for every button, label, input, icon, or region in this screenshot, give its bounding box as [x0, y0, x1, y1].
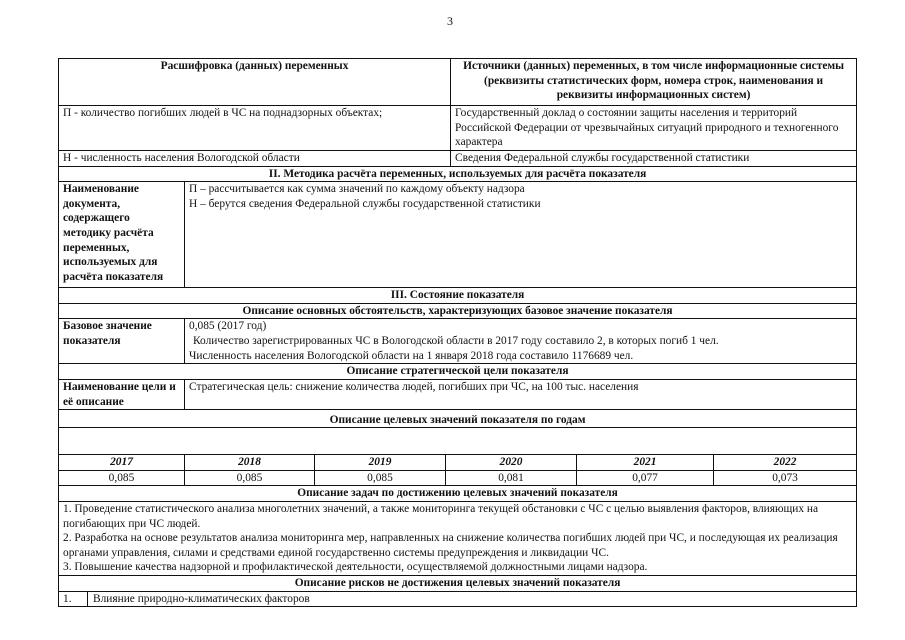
target-value: 0,085: [59, 470, 185, 486]
year-header: 2019: [315, 455, 446, 471]
task-item: 3. Повышение качества надзорной и профилактической деятельности, осуществляемой должностными лицами надзора.: [63, 561, 648, 574]
target-value: 0,085: [185, 470, 315, 486]
base-value-cell: [185, 319, 857, 364]
year-header: 2020: [446, 455, 577, 471]
risk-number: 1.: [59, 592, 88, 607]
header-col-right: Источники (данных) переменных, в том числе информационные системы (реквизиты статистических форм, номера строк, наименования и реквизиты информационных систем): [451, 59, 857, 106]
indicator-passport-table: [58, 58, 857, 607]
tasks-cell: [59, 501, 857, 575]
target-values-title: Описание целевых значений показателя по годам: [59, 410, 857, 428]
year-header: 2022: [714, 455, 857, 471]
target-value: 0,073: [714, 470, 857, 486]
target-value: 0,077: [577, 470, 714, 486]
section-2-title: II. Методика расчёта переменных, используемых для расчёта показателя: [59, 166, 857, 182]
target-value: 0,085: [315, 470, 446, 486]
circumstances-title: Описание основных обстоятельств, характеризующих базовое значение показателя: [59, 303, 857, 319]
task-item: 2. Разработка на основе результатов анализа мониторинга мер, направленных на снижение количества погибших людей при ЧС, и последующая их реализация органами управления, силами и средствами единой государственно системы предупреждения и ликвидации ЧС.: [63, 532, 838, 559]
variable-name-cell: Н - численность населения Вологодской области: [59, 151, 451, 167]
year-header: 2021: [577, 455, 714, 471]
target-value: 0,081: [446, 470, 577, 486]
header-col-left: Расшифровка (данных) переменных: [59, 59, 451, 106]
task-item: 1. Проведение статистического анализа многолетних значений, а также мониторинга текущей обстановки с ЧС с целью выявления факторов, влияющих на погибающих при ЧС людей.: [63, 502, 819, 530]
methodology-doc-label: Наименование документа, содержащего методику расчёта переменных, используемых для расчёта показателя: [59, 182, 185, 288]
section-3-title: III. Состояние показателя: [59, 288, 857, 304]
year-header: 2017: [59, 455, 185, 471]
variable-name-cell: П - количество погибших людей в ЧС на поднадзорных объектах;: [59, 106, 451, 151]
variable-source-cell: Сведения Федеральной службы государственной статистики: [451, 151, 857, 167]
base-value-population: Численность населения Вологодской области на 1 января 2018 года составило 1176689 чел.: [189, 349, 634, 362]
blank-row: [59, 428, 857, 455]
risk-row: [59, 591, 857, 607]
base-value: 0,085 (2017 год): [189, 320, 267, 333]
year-header: 2018: [185, 455, 315, 471]
tasks-title: Описание задач по достижению целевых значений показателя: [59, 486, 857, 502]
methodology-doc-cell: [185, 182, 857, 288]
goal-text: Стратегическая цель: снижение количества людей, погибших при ЧС, на 100 тыс. населения: [185, 379, 857, 409]
page-number: 3: [447, 14, 453, 28]
strategic-goal-title: Описание стратегической цели показателя: [59, 364, 857, 380]
risks-title: Описание рисков не достижения целевых значений показателя: [59, 575, 857, 591]
methodology-line-p: П – рассчитывается как сумма значений по каждому объекту надзора: [189, 183, 525, 196]
base-value-emergencies: Количество зарегистрированных ЧС в Вологодской области в 2017 году составило 2, в которых погиб 1 чел.: [193, 334, 719, 347]
base-value-label: Базовое значение показателя: [59, 319, 185, 364]
methodology-line-h: Н – берутся сведения Федеральной службы государственной статистики: [189, 197, 541, 210]
variable-source-cell: Государственный доклад о состоянии защиты населения и территорий Российской Федерации от чрезвычайных ситуаций природного и техногенного характера: [451, 106, 857, 151]
risk-text: Влияние природно-климатических факторов: [93, 592, 310, 605]
goal-label: Наименование цели и её описание: [59, 379, 185, 409]
